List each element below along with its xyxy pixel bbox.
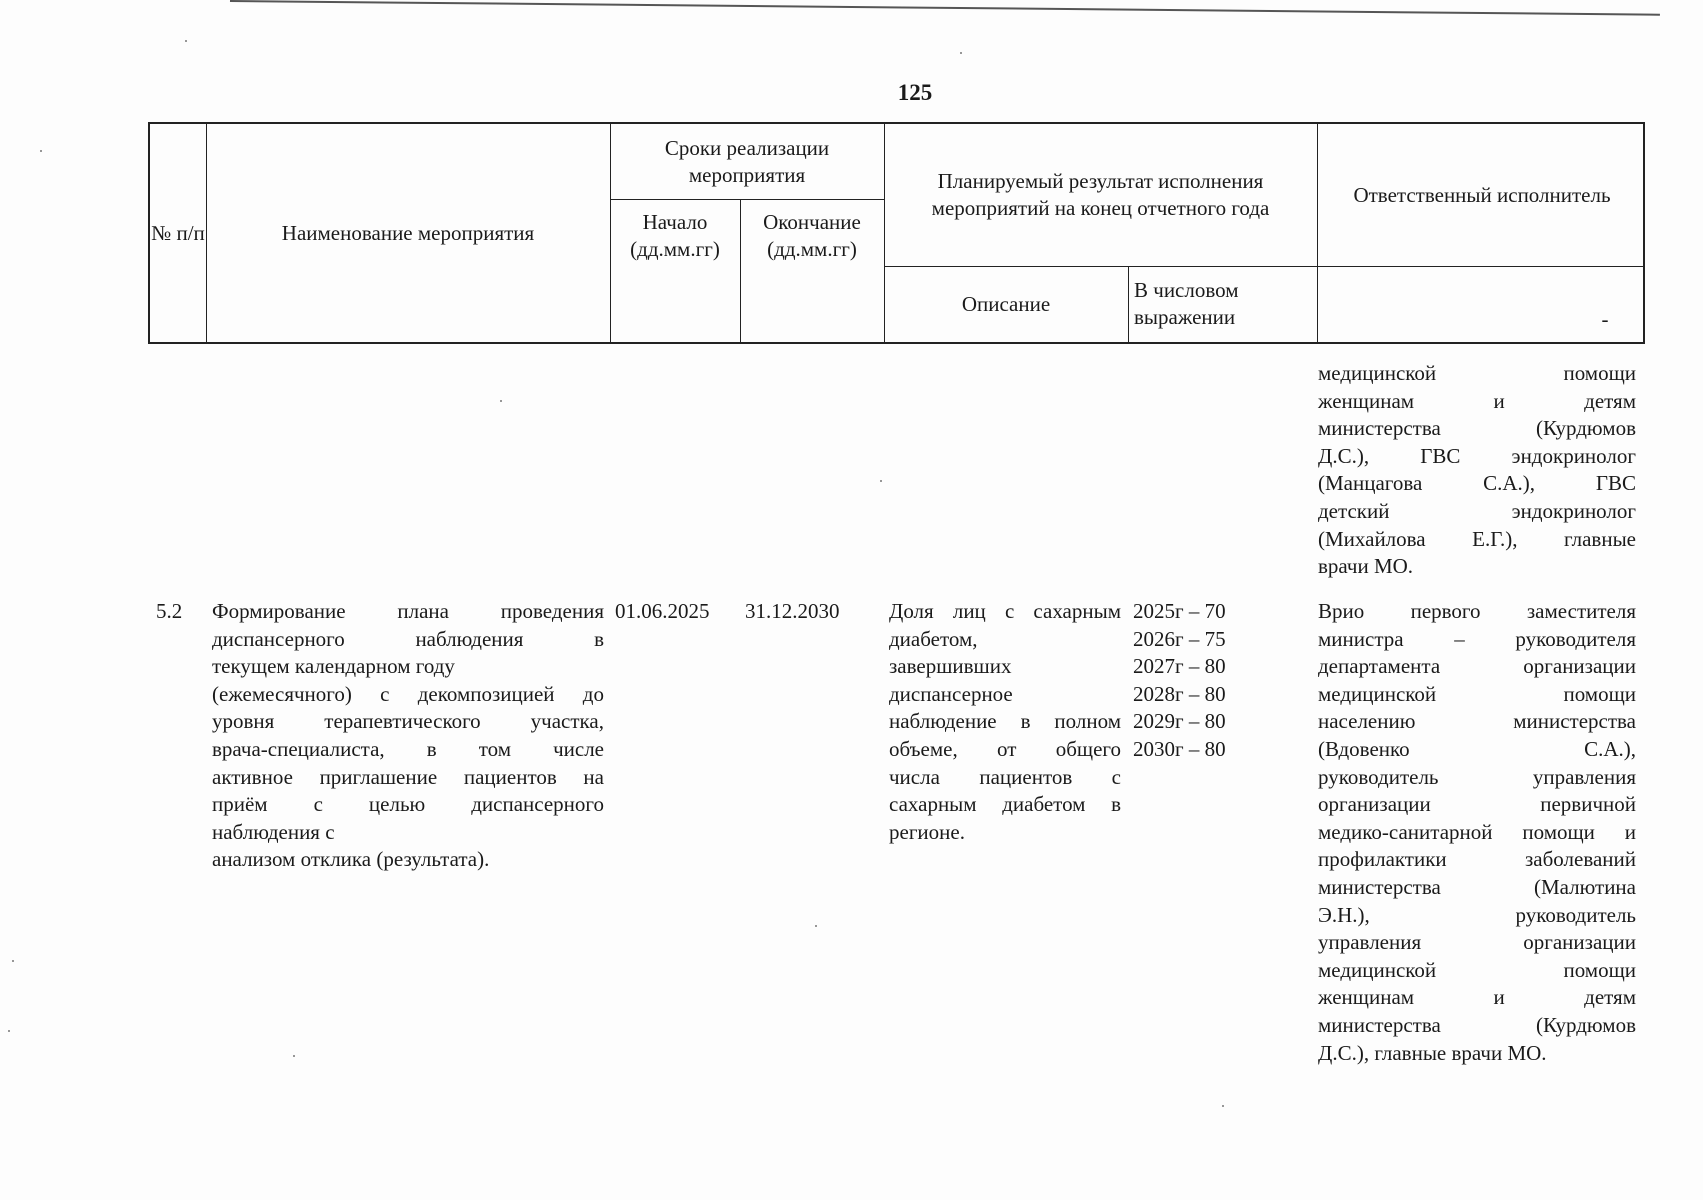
prev-responsible	[1318, 360, 1636, 581]
row-number: 5.2	[156, 599, 183, 623]
text-line: Д.С.), ГВС эндокринолог	[1318, 443, 1636, 468]
text-line: регионе.	[889, 819, 965, 844]
scan-speck	[293, 1055, 295, 1057]
row-start-date: 01.06.2025	[615, 599, 710, 623]
text-line: уровня терапевтического участка,	[212, 709, 604, 734]
text-line: диабетом,	[889, 626, 978, 651]
text-line: детский эндокринолог	[1318, 498, 1636, 523]
text-line: женщинам и детям	[1318, 388, 1636, 413]
text-line: сахарным диабетом в	[889, 792, 1121, 817]
scan-speck	[8, 1030, 10, 1032]
text-line: (Манцагова С.А.), ГВС	[1318, 471, 1636, 496]
text-line: Доля лиц с сахарным	[889, 599, 1121, 623]
header-start: Начало (дд.мм.гг)	[630, 210, 720, 261]
text-line: организации первичной	[1318, 792, 1636, 817]
text-line: медицинской помощи	[1318, 957, 1636, 982]
scan-speck	[40, 150, 42, 152]
text-line: диспансерного наблюдения в	[212, 626, 604, 651]
scan-edge-line	[230, 0, 1660, 16]
text-line: медицинской помощи	[1318, 361, 1636, 385]
text-line: анализом отклика (результата).	[212, 847, 490, 872]
text-line: министерства (Малютина	[1318, 874, 1636, 899]
text-line: наблюдение в полном	[889, 709, 1121, 734]
text-line: Формирование плана проведения	[212, 599, 604, 623]
text-line: (Михайлова Е.Г.), главные	[1318, 526, 1636, 551]
text-line: департамента организации	[1318, 654, 1636, 679]
text-line: Врио первого заместителя	[1318, 599, 1636, 623]
text-line: руководитель управления	[1318, 764, 1636, 789]
value-line: 2030г – 80	[1133, 736, 1226, 761]
row-description	[889, 598, 1121, 846]
header-numeric: В числовом выражении	[1134, 278, 1239, 329]
text-line: профилактики заболеваний	[1318, 847, 1636, 872]
value-line: 2027г – 80	[1133, 654, 1226, 679]
text-line: числа пациентов с	[889, 764, 1121, 789]
scan-speck	[185, 40, 187, 42]
text-line: министра – руководителя	[1318, 626, 1636, 651]
text-line: министерства (Курдюмов	[1318, 416, 1636, 441]
header-num: № п/п	[151, 220, 205, 245]
scan-speck	[12, 960, 14, 962]
value-line: 2026г – 75	[1133, 626, 1226, 651]
header-end: Окончание (дд.мм.гг)	[763, 210, 861, 261]
col-divider	[1128, 266, 1129, 342]
text-line: объеме, от общего	[889, 736, 1121, 761]
text-line: текущем календарном году	[212, 654, 455, 679]
header-responsible: Ответственный исполнитель	[1353, 182, 1611, 207]
text-line: медико-санитарной помощи и	[1318, 819, 1636, 844]
scan-speck	[815, 925, 817, 927]
text-line: министерства (Курдюмов	[1318, 1012, 1636, 1037]
text-line: наблюдения с	[212, 819, 335, 844]
text-line: (Вдовенко С.А.),	[1318, 736, 1636, 761]
text-line: управления организации	[1318, 930, 1636, 955]
text-line: диспансерное	[889, 681, 1013, 706]
row-name	[212, 598, 604, 874]
table-header	[148, 122, 1645, 344]
text-line: медицинской помощи	[1318, 681, 1636, 706]
header-description: Описание	[961, 291, 1051, 316]
header-terms: Сроки реализации мероприятия	[664, 135, 830, 187]
text-line: Э.Н.), руководитель	[1318, 902, 1636, 927]
text-line: населению министерства	[1318, 709, 1636, 734]
scan-speck	[880, 480, 882, 482]
value-line: 2025г – 70	[1133, 599, 1226, 623]
text-line: завершивших	[889, 654, 1012, 679]
text-line: Д.С.), главные врачи МО.	[1318, 1040, 1547, 1065]
row-end-date: 31.12.2030	[745, 599, 840, 623]
row-responsible	[1318, 598, 1636, 1067]
scan-speck	[1222, 1105, 1224, 1107]
header-dash: -	[1601, 306, 1609, 331]
scan-speck	[500, 400, 502, 402]
row-values	[1133, 598, 1226, 764]
text-line: женщинам и детям	[1318, 985, 1636, 1010]
value-line: 2029г – 80	[1133, 709, 1226, 734]
text-line: (ежемесячного) с декомпозицией до	[212, 681, 604, 706]
value-line: 2028г – 80	[1133, 681, 1226, 706]
text-line: врачи МО.	[1318, 554, 1414, 579]
text-line: приём с целью диспансерного	[212, 792, 604, 817]
header-name: Наименование мероприятия	[281, 220, 535, 245]
page-number: 125	[897, 80, 933, 105]
text-line: активное приглашение пациентов на	[212, 764, 604, 789]
text-line: врача-специалиста, в том числе	[212, 736, 604, 761]
scan-speck	[960, 52, 962, 54]
header-result: Планируемый результат исполнения мероприятий на конец отчетного года	[931, 169, 1270, 220]
